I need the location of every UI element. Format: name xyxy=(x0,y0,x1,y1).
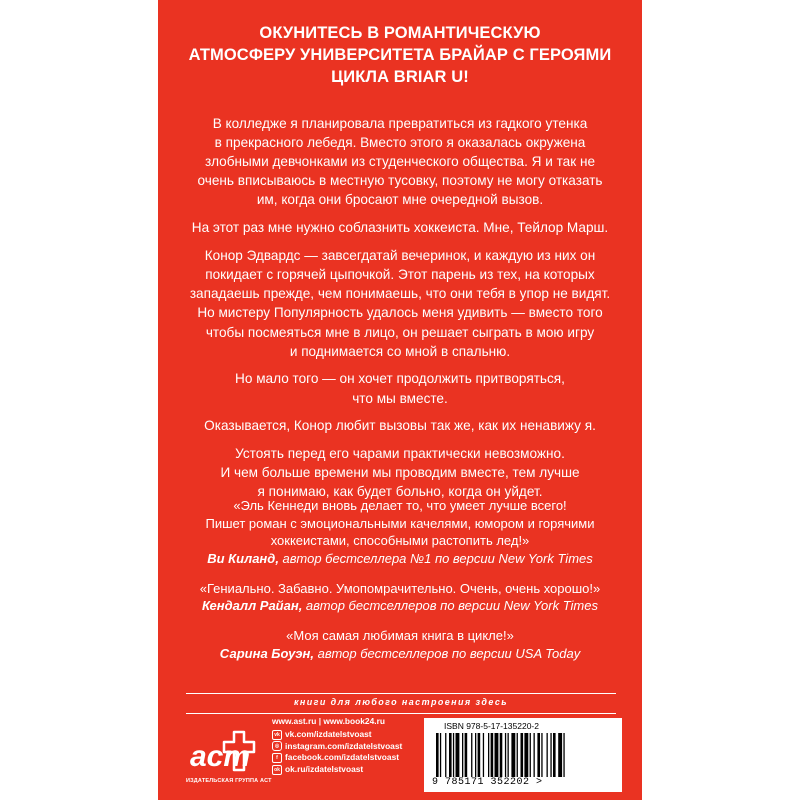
author-name: Кендалл Райан, xyxy=(201,598,303,613)
blurb-line: чтобы посмеяться мне в лицо, он решает сыграть в мою игру xyxy=(205,324,595,340)
tagline-bar: книги для любого настроения здесь xyxy=(186,693,616,714)
blurb-line: западаешь прежде, чем понимаешь, что они тебя в упор не видят. xyxy=(189,286,611,302)
social-link[interactable] xyxy=(272,764,422,776)
quote-line: хоккеистами, способными растопить лед!» xyxy=(270,533,530,548)
odnoklassniki-icon: ok xyxy=(272,765,282,775)
vk-icon: vk xyxy=(272,730,282,740)
instagram-icon: ◎ xyxy=(272,741,282,751)
blurb-line: им, когда они бросают мне очередной вызов. xyxy=(256,192,544,208)
social-link-text: vk.com/izdatelstvoast xyxy=(285,728,372,739)
blurb-line: Но мистеру Популярность удалось меня удивить — вместо того xyxy=(197,305,603,321)
blurb-line: покидает с горячей цыпочкой. Этот парень из тех, на которых xyxy=(205,266,595,282)
blurb-line: Оказывается, Конор любит вызовы так же, как их ненавижу я. xyxy=(204,418,596,434)
quote-author xyxy=(172,645,628,663)
quote-line: Пишет роман с эмоциональными качелями, юмором и горячими xyxy=(205,515,595,531)
ast-logo-icon xyxy=(190,724,262,774)
blurb-line: Но мало того — он хочет продолжить притворяться, xyxy=(235,371,565,387)
social-link[interactable] xyxy=(272,729,422,741)
author-name: Ви Киланд, xyxy=(207,550,279,566)
review-quote xyxy=(172,580,628,615)
social-link[interactable] xyxy=(272,741,422,753)
quote-line: «Гениально. Забавно. Умопомрачительно. Очень, очень хорошо!» xyxy=(199,580,601,596)
blurb xyxy=(172,105,628,510)
blurb-line: Конор Эдвардс — завсегдатай вечеринок, и каждую из них он xyxy=(204,247,596,263)
heading-line: ОКУНИТЕСЬ В РОМАНТИЧЕСКУЮ xyxy=(259,24,541,42)
facebook-icon: f xyxy=(272,753,282,763)
author-description: автор бестселлеров по версии New York Times xyxy=(302,598,598,613)
heading-line: АТМОСФЕРУ УНИВЕРСИТЕТА БРАЙАР С ГЕРОЯМИ xyxy=(188,46,612,64)
social-link-text: facebook.com/izdatelstvoast xyxy=(285,752,400,763)
isbn-barcode-box xyxy=(424,718,622,792)
review-quotes xyxy=(172,497,628,675)
blurb-line: На этот раз мне нужно соблазнить хоккеиста. Мне, Тейлор Марш. xyxy=(191,220,609,236)
blurb-line: и поднимается со мной в спальню. xyxy=(289,343,511,359)
cover-heading xyxy=(158,22,642,88)
blurb-line: злобными девчонками из студенческого общества. Я и так не xyxy=(204,153,596,169)
quote-line: «Моя самая любимая книга в цикле!» xyxy=(286,628,514,643)
blurb-line: я понимаю, как будет больно, когда он уйдет. xyxy=(257,484,543,500)
blurb-line: И чем больше времени мы проводим вместе, тем лучше xyxy=(220,465,580,481)
blurb-line: В колледже я планировала превратиться из гадкого утенка xyxy=(212,115,588,131)
barcode-digits: 9 785171 352202 > xyxy=(432,777,543,788)
social-link[interactable] xyxy=(272,752,422,764)
social-link-text: ok.ru/izdatelstvoast xyxy=(285,764,364,775)
publisher-links xyxy=(272,716,422,776)
publisher-logo xyxy=(186,722,272,792)
quote-author xyxy=(172,550,628,568)
review-quote xyxy=(172,627,628,662)
blurb-line: очень вписываюсь в местную тусовку, поэтому не могу отказать xyxy=(197,173,603,189)
barcode-icon xyxy=(432,733,614,777)
website-links[interactable]: www.ast.ru | www.book24.ru xyxy=(272,716,385,726)
blurb-line: что мы вместе. xyxy=(352,390,448,406)
social-link-text: instagram.com/izdatelstvoast xyxy=(285,740,403,751)
blurb-line: в прекрасного лебедя. Вместо этого я оказалась окружена xyxy=(214,134,586,150)
author-name: Сарина Боуэн, xyxy=(219,645,314,661)
author-description: автор бестселлеров по версии USA Today xyxy=(314,645,581,661)
review-quote xyxy=(172,497,628,567)
blurb-line: Устоять перед его чарами практически невозможно. xyxy=(235,446,565,462)
book-back-cover xyxy=(158,0,642,800)
heading-line: ЦИКЛА BRIAR U! xyxy=(331,68,469,86)
publisher-caption: ИЗДАТЕЛЬСКАЯ ГРУППА АСТ xyxy=(186,778,272,784)
author-description: автор бестселлера №1 по версии New York Times xyxy=(278,550,593,566)
logo-text: аст xyxy=(190,740,251,773)
quote-author xyxy=(172,597,628,615)
quote-line: «Эль Кеннеди вновь делает то, что умеет лучше всего! xyxy=(233,498,567,513)
isbn-label: ISBN 978-5-17-135220-2 xyxy=(444,721,539,731)
